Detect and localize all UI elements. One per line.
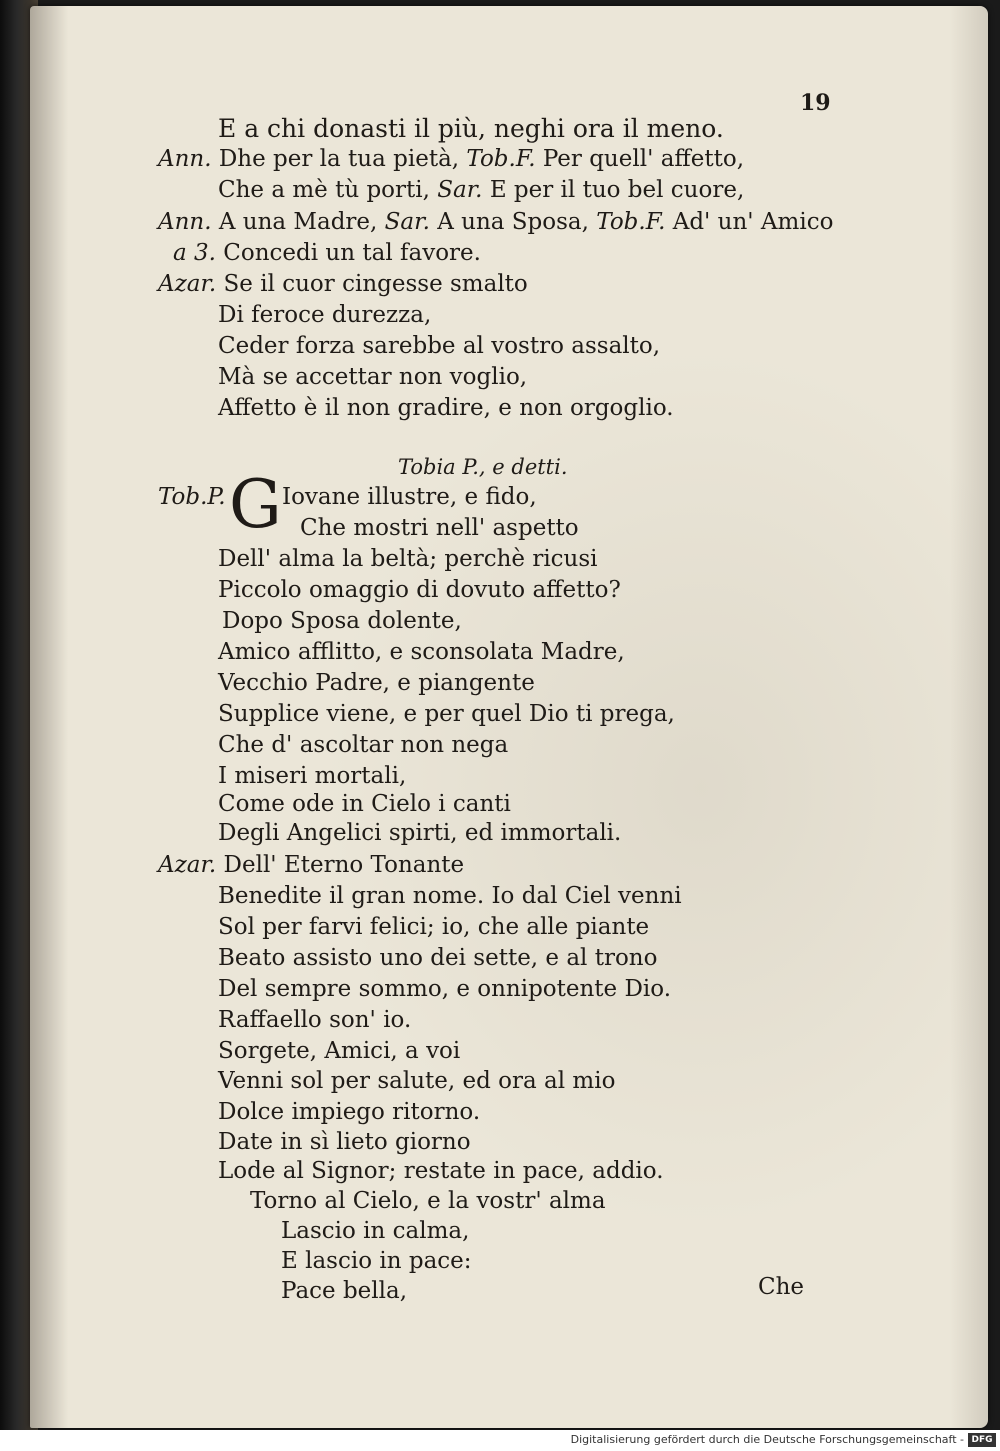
speaker-label: a 3. [173,240,216,266]
catchword: Che [758,1274,805,1300]
verse-line: Mà se accettar non voglio, [218,364,528,390]
speaker-label: Azar. [158,271,217,297]
verse-line: Benedite il gran nome. Io dal Ciel venni [218,883,682,909]
dfg-logo-icon: DFG [968,1433,996,1447]
verse-line: Del sempre sommo, e onnipotente Dio. [218,976,672,1002]
verse-line: Supplice viene, e per quel Dio ti prega, [218,701,675,727]
verse-text: Per quell' affetto, [542,146,745,172]
verse-line: Vecchio Padre, e piangente [218,670,535,696]
dialogue-line [173,238,481,269]
verse-line: Dopo Sposa dolente, [222,608,462,634]
dialogue-line [158,482,226,513]
speaker-label: Azar. [158,852,217,878]
verse-line: Sol per farvi felici; io, che alle piante [218,914,650,940]
verse-text: E per il tuo bel cuore, [489,177,745,203]
dialogue-line [158,269,528,300]
verse-text: A una Madre, [218,209,378,235]
verse-line: Piccolo omaggio di dovuto affetto? [218,577,621,603]
speaker-label: Tob.F. [466,146,536,172]
verse-line: Ceder forza sarebbe al vostro assalto, [218,333,661,359]
speaker-label: Tob.F. [596,209,666,235]
footer-credit: Digitalisierung gefördert durch die Deutsche Forschungsgemeinschaft - [570,1433,964,1446]
page-number: 19 [800,90,831,116]
verse-line: E a chi donasti il più, neghi ora il meno. [218,114,724,143]
verse-line: Date in sì lieto giorno [218,1129,471,1155]
drop-cap: G [229,466,282,543]
speaker-label: Tob.P. [158,484,226,510]
dialogue-line [158,207,833,238]
verse-line: Come ode in Cielo i canti [218,791,511,817]
verse-line: Sorgete, Amici, a voi [218,1038,461,1064]
verse-text: Dell' Eterno Tonante [223,852,465,878]
aria-line: E lascio in pace: [281,1248,472,1274]
verse-text: Ad' un' Amico [672,209,834,235]
verse-line: Dell' alma la beltà; perchè ricusi [218,546,598,572]
verse-line: Venni sol per salute, ed ora al mio [218,1068,616,1094]
aria-line: Pace bella, [281,1278,408,1304]
aria-line: Torno al Cielo, e la vostr' alma [250,1188,606,1214]
verse-line: Amico afflitto, e sconsolata Madre, [218,639,625,665]
verse-line: Raffaello son' io. [218,1007,412,1033]
verse-line: Lode al Signor; restate in pace, addio. [218,1158,664,1184]
speaker-label: Ann. [158,146,212,172]
verse-text: Dhe per la tua pietà, [218,146,460,172]
verse-line: Che d' ascoltar non nega [218,732,509,758]
verse-line: Affetto è il non gradire, e non orgoglio. [218,395,674,421]
speaker-label: Sar. [437,177,483,203]
dialogue-line [158,144,744,175]
verse-line: Che mostri nell' aspetto [300,515,579,541]
dialogue-line [158,850,464,881]
verse-line: Beato assisto uno dei sette, e al trono [218,945,658,971]
speaker-label: Sar. [384,209,430,235]
dialogue-line [218,175,744,206]
aria-line: Lascio in calma, [281,1218,470,1244]
footer-bar [0,1430,1000,1451]
verse-line: Dolce impiego ritorno. [218,1099,481,1125]
verse-text: Che a mè tù porti, [218,177,430,203]
scene-heading: Tobia P., e detti. [398,455,568,479]
verse-line: Di feroce durezza, [218,302,432,328]
verse-text: Se il cuor cingesse smalto [223,271,528,297]
speaker-label: Ann. [158,209,212,235]
verse-text: Concedi un tal favore. [223,240,481,266]
verse-line: Iovane illustre, e fido, [282,484,537,510]
verse-line: I miseri mortali, [218,763,407,789]
verse-line: Degli Angelici spirti, ed immortali. [218,820,622,846]
verse-text: A una Sposa, [437,209,589,235]
